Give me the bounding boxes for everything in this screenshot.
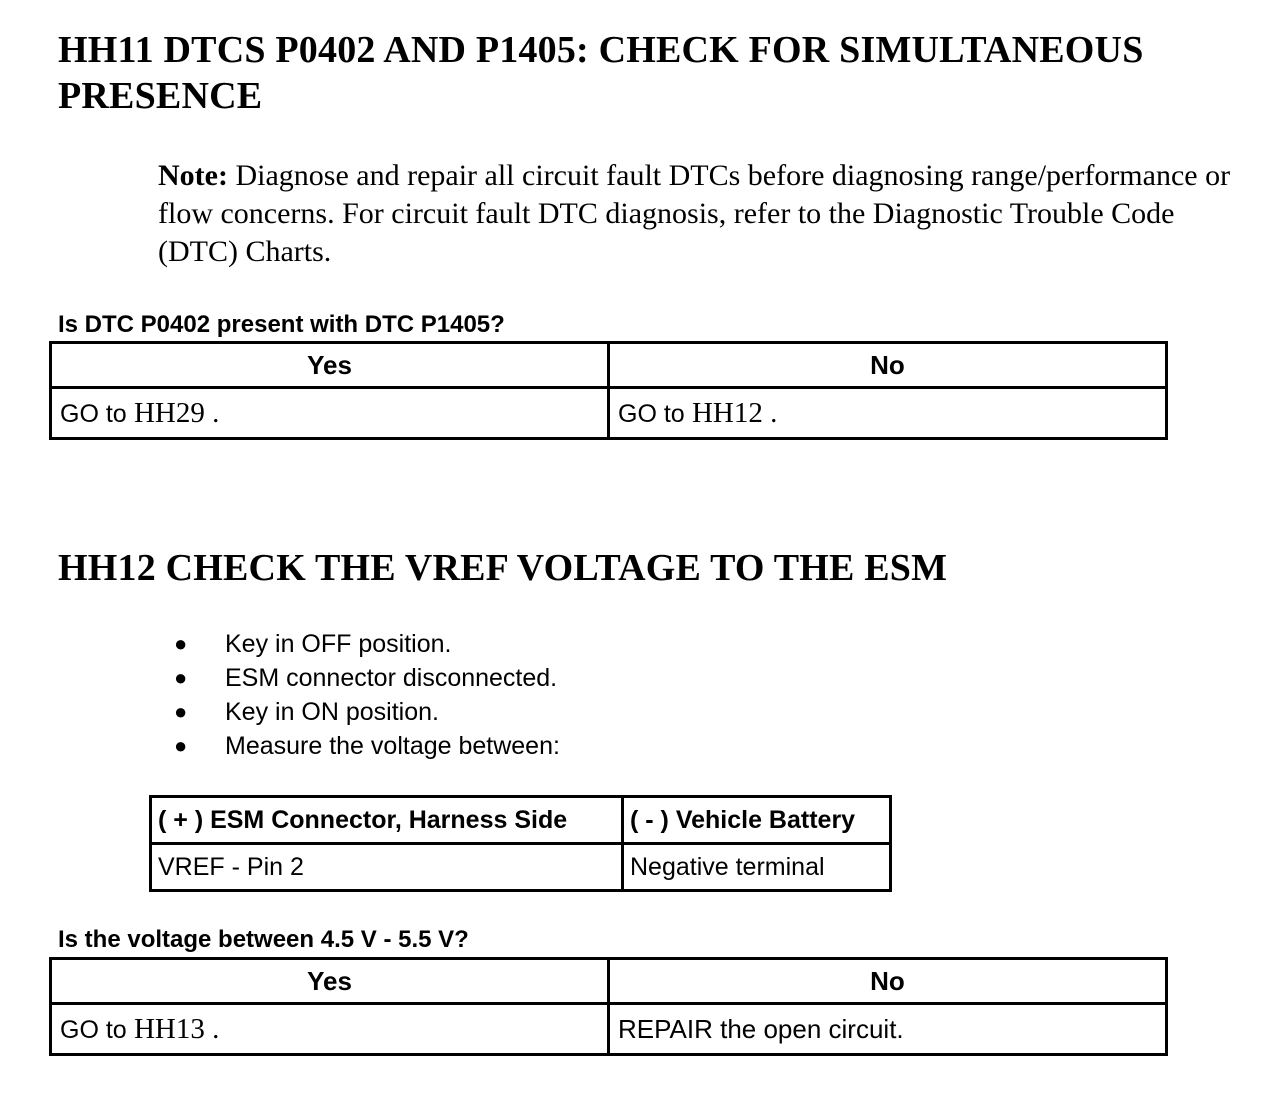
go-to-target-link[interactable]: HH29 . <box>126 396 220 429</box>
no-action-cell: REPAIR the open circuit. <box>609 1004 1167 1055</box>
bullet-icon: ● <box>174 665 188 690</box>
hh12-step-list <box>170 627 560 763</box>
go-to-label: GO to <box>60 399 127 428</box>
no-header: No <box>609 343 1167 388</box>
no-action-cell <box>609 388 1167 439</box>
yes-header: Yes <box>51 959 609 1004</box>
hh12-heading: HH12 CHECK THE VREF VOLTAGE TO THE ESM <box>58 547 948 589</box>
step-text: Key in OFF position. <box>225 630 452 658</box>
yes-action-cell <box>51 1004 609 1055</box>
hh11-decision-table <box>49 341 1168 440</box>
hh11-question: Is DTC P0402 present with DTC P1405? <box>58 311 505 338</box>
list-item <box>170 729 560 763</box>
note-label: Note: <box>158 159 228 192</box>
list-item <box>170 695 560 729</box>
step-text: ESM connector disconnected. <box>225 664 558 692</box>
go-to-label: GO to <box>618 399 685 428</box>
measurement-table <box>149 795 892 892</box>
yes-action-cell <box>51 388 609 439</box>
note-text: Diagnose and repair all circuit fault DTCs before diagnosing range/performance or flow concerns. For circuit fault DTC diagnosis, refer to the Diagnostic Trouble Code (DTC) Charts. <box>158 159 1231 268</box>
bullet-icon: ● <box>174 733 188 758</box>
bullet-icon: ● <box>174 699 188 724</box>
positive-lead-value: VREF - Pin 2 <box>151 844 623 891</box>
positive-lead-header: ( + ) ESM Connector, Harness Side <box>151 797 623 844</box>
hh11-heading: HH11 DTCS P0402 AND P1405: CHECK FOR SIMULTANEOUS PRESENCE <box>58 29 1144 117</box>
yes-header: Yes <box>51 343 609 388</box>
go-to-target-link[interactable]: HH13 . <box>126 1012 220 1045</box>
list-item <box>170 661 560 695</box>
go-to-label: GO to <box>60 1015 127 1044</box>
negative-lead-value: Negative terminal <box>623 844 891 891</box>
bullet-icon: ● <box>174 631 188 656</box>
list-item <box>170 627 560 661</box>
hh11-note <box>158 157 1258 271</box>
negative-lead-header: ( - ) Vehicle Battery <box>623 797 891 844</box>
hh12-question: Is the voltage between 4.5 V - 5.5 V? <box>58 926 469 953</box>
step-text: Key in ON position. <box>225 698 439 726</box>
no-header: No <box>609 959 1167 1004</box>
hh12-decision-table <box>49 957 1168 1056</box>
go-to-target-link[interactable]: HH12 . <box>684 396 778 429</box>
step-text: Measure the voltage between: <box>225 732 560 760</box>
